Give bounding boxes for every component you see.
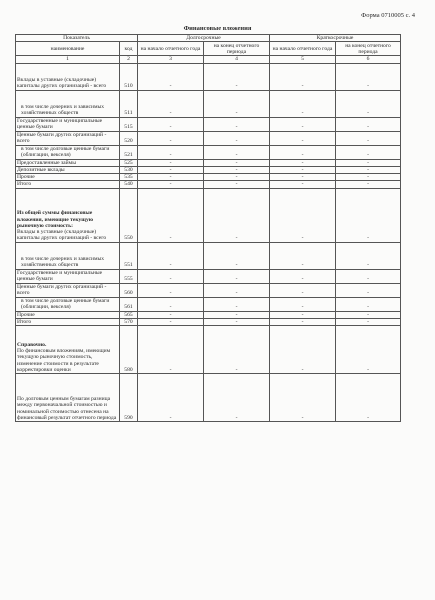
value-cell: - — [138, 297, 204, 311]
name-header: наименование — [16, 42, 120, 56]
row-code: 521 — [120, 145, 138, 159]
value-cell: - — [138, 242, 204, 269]
value-cell: - — [204, 242, 270, 269]
table-row — [16, 145, 401, 159]
value-cell: - — [336, 63, 401, 90]
value-cell: - — [138, 374, 204, 422]
table-row — [16, 131, 401, 145]
column-index: 1 — [16, 56, 120, 63]
table-row — [16, 311, 401, 318]
value-cell: - — [270, 242, 336, 269]
column-index: 4 — [204, 56, 270, 63]
value-cell: - — [138, 131, 204, 145]
value-cell: - — [270, 326, 336, 374]
table-row — [16, 166, 401, 173]
column-index: 5 — [270, 56, 336, 63]
value-cell: - — [336, 188, 401, 242]
table-row — [16, 174, 401, 181]
value-cell: - — [204, 117, 270, 131]
row-label: Вклады в уставные (складочные) капиталы других организаций - всего — [16, 63, 120, 90]
row-code: 561 — [120, 297, 138, 311]
value-cell: - — [204, 90, 270, 117]
value-cell: - — [336, 117, 401, 131]
value-cell: - — [270, 131, 336, 145]
value-cell: - — [204, 63, 270, 90]
long-term-header: Долгосрочные — [138, 35, 270, 42]
row-label: Прочие — [16, 311, 120, 318]
value-cell: - — [336, 374, 401, 422]
row-label: Итого — [16, 181, 120, 188]
section-heading: Справочно. — [17, 341, 47, 348]
value-cell: - — [204, 269, 270, 283]
table-row — [16, 117, 401, 131]
value-cell: - — [204, 297, 270, 311]
value-cell: - — [336, 283, 401, 297]
value-cell: - — [336, 269, 401, 283]
value-cell: - — [270, 117, 336, 131]
row-label: Депозитные вклады — [16, 166, 120, 173]
value-cell: - — [204, 326, 270, 374]
value-cell: - — [138, 145, 204, 159]
value-cell: - — [270, 181, 336, 188]
value-cell: - — [336, 326, 401, 374]
row-label: в том числе долговые ценные бумаги (облигации, векселя) — [16, 297, 120, 311]
value-cell: - — [270, 283, 336, 297]
value-cell: - — [204, 311, 270, 318]
value-cell: - — [138, 166, 204, 173]
value-cell: - — [336, 90, 401, 117]
code-header: код — [120, 42, 138, 56]
value-cell: - — [270, 166, 336, 173]
value-cell: - — [270, 63, 336, 90]
row-code: 560 — [120, 283, 138, 297]
row-label: Предоставленные займы — [16, 159, 120, 166]
table-row — [16, 283, 401, 297]
row-code: 565 — [120, 311, 138, 318]
value-cell: - — [336, 242, 401, 269]
row-code: 570 — [120, 319, 138, 326]
row-code: 510 — [120, 63, 138, 90]
section-heading: Из общей суммы финансовые вложения, имеющие текущую рыночную стоимость: — [17, 210, 94, 229]
long-start-header: на начало отчетного года — [138, 42, 204, 56]
value-cell: - — [138, 159, 204, 166]
value-cell: - — [270, 297, 336, 311]
column-index: 6 — [336, 56, 401, 63]
value-cell: - — [204, 145, 270, 159]
value-cell: - — [138, 174, 204, 181]
value-cell: - — [270, 174, 336, 181]
value-cell: - — [138, 269, 204, 283]
value-cell: - — [138, 181, 204, 188]
row-code: 555 — [120, 269, 138, 283]
row-label: Ценные бумаги других организаций - всего — [16, 283, 120, 297]
value-cell: - — [336, 145, 401, 159]
row-code: 580 — [120, 326, 138, 374]
row-label: Государственные и муниципальные ценные бумаги — [16, 117, 120, 131]
row-code: 590 — [120, 374, 138, 422]
value-cell: - — [138, 90, 204, 117]
value-cell: - — [204, 188, 270, 242]
value-cell: - — [204, 131, 270, 145]
short-start-header: на начало отчетного года — [270, 42, 336, 56]
row-label-cell — [16, 326, 120, 374]
value-cell: - — [138, 283, 204, 297]
financial-investments-table — [15, 34, 401, 422]
value-cell: - — [270, 159, 336, 166]
value-cell: - — [336, 131, 401, 145]
table-row — [16, 326, 401, 374]
column-index: 3 — [138, 56, 204, 63]
value-cell: - — [270, 269, 336, 283]
value-cell: - — [204, 159, 270, 166]
row-label: По финансовым вложениям, имеющим текущую рыночную стоимость, изменение стоимости в результате корректировки оценки — [17, 348, 111, 374]
long-end-header: на конец отчетного периода — [204, 42, 270, 56]
value-cell: - — [204, 181, 270, 188]
value-cell: - — [204, 174, 270, 181]
table-row — [16, 188, 401, 242]
row-label: Прочие — [16, 174, 120, 181]
value-cell: - — [270, 145, 336, 159]
row-code: 535 — [120, 174, 138, 181]
row-label: в том числе дочерних и зависимых хозяйственных обществ — [16, 90, 120, 117]
value-cell: - — [270, 188, 336, 242]
value-cell: - — [336, 311, 401, 318]
row-label: Итого — [16, 319, 120, 326]
page-title: Финансовые вложения — [183, 25, 252, 32]
row-code: 550 — [120, 188, 138, 242]
value-cell: - — [336, 159, 401, 166]
table-row — [16, 374, 401, 422]
value-cell: - — [270, 319, 336, 326]
table-row — [16, 297, 401, 311]
short-end-header: на конец отчетного периода — [336, 42, 401, 56]
value-cell: - — [138, 188, 204, 242]
row-code: 525 — [120, 159, 138, 166]
row-label-cell — [16, 188, 120, 242]
row-code: 515 — [120, 117, 138, 131]
value-cell: - — [336, 297, 401, 311]
row-code: 520 — [120, 131, 138, 145]
table-row — [16, 242, 401, 269]
value-cell: - — [270, 311, 336, 318]
value-cell: - — [270, 90, 336, 117]
form-number: Форма 0710005 с. 4 — [361, 12, 415, 19]
value-cell: - — [138, 311, 204, 318]
row-code: 540 — [120, 181, 138, 188]
row-label: Вклады в уставные (складочные) капиталы других организаций - всего — [17, 229, 107, 242]
short-term-header: Краткосрочные — [270, 35, 401, 42]
value-cell: - — [336, 174, 401, 181]
row-label: По долговым ценным бумагам разница между первоначальной стоимостью и номинальной стоимостью отнесена на финансовый результат отчетного периода — [16, 374, 120, 422]
value-cell: - — [138, 63, 204, 90]
table-row — [16, 181, 401, 188]
row-code: 511 — [120, 90, 138, 117]
value-cell: - — [138, 326, 204, 374]
row-label: Государственные и муниципальные ценные бумаги — [16, 269, 120, 283]
table-row — [16, 63, 401, 90]
value-cell: - — [204, 283, 270, 297]
value-cell: - — [204, 319, 270, 326]
row-code: 530 — [120, 166, 138, 173]
table-row — [16, 269, 401, 283]
row-label: Ценные бумаги других организаций - всего — [16, 131, 120, 145]
value-cell: - — [336, 166, 401, 173]
value-cell: - — [270, 374, 336, 422]
value-cell: - — [138, 319, 204, 326]
table-row — [16, 319, 401, 326]
value-cell: - — [204, 166, 270, 173]
value-cell: - — [336, 181, 401, 188]
row-label: в том числе дочерних и зависимых хозяйственных обществ — [16, 242, 120, 269]
indicator-header: Показатель — [16, 35, 138, 42]
row-label: в том числе долговые ценные бумаги (облигации, векселя) — [16, 145, 120, 159]
table-row — [16, 159, 401, 166]
row-code: 551 — [120, 242, 138, 269]
column-index: 2 — [120, 56, 138, 63]
table-row — [16, 90, 401, 117]
value-cell: - — [204, 374, 270, 422]
value-cell: - — [138, 117, 204, 131]
value-cell: - — [336, 319, 401, 326]
